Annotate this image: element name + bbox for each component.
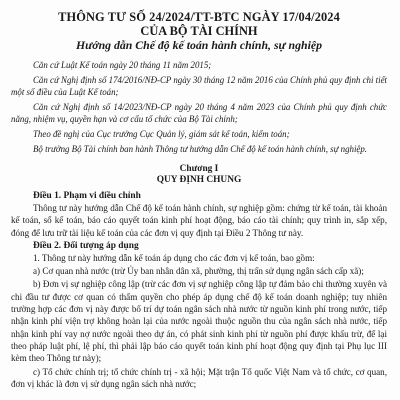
legal-basis-1: Căn cứ Luật Kế toán ngày 20 tháng 11 năm 2015; [33,60,212,70]
legal-basis-3: Căn cứ Nghị định số 14/2023/NĐ-CP ngày 20 tháng 4 năm 2023 của Chính phủ quy định chức năng, nhiệm vụ, quyền hạn và cơ cấu tổ chức của Bộ Tài chính; [11,102,387,124]
article-2-item-1: 1. Thông tư này hướng dẫn kế toán áp dụng cho các đơn vị kế toán, bao gồm: [33,252,315,263]
article-2-heading: Điều 2. Đối tượng áp dụng [33,240,139,251]
legal-basis-4: Theo đề nghị của Cục trưởng Cục Quản lý, giám sát kế toán, kiểm toán; [33,129,290,139]
legal-basis-5: Bộ trưởng Bộ Tài chính ban hành Thông tư hướng dẫn Chế độ kế toán hành chính, sự nghiệp. [33,144,368,154]
chapter-number: Chương I [179,164,219,174]
document-title: THÔNG TƯ SỐ 24/2024/TT-BTC NGÀY 17/04/2024 [58,10,340,24]
article-2-item-b: b) Đơn vị sự nghiệp công lập (trừ các đơn vị sự nghiệp công lập tự đảm bảo chi thường xuyên và chi đầu tư được cơ quan có thẩm quyền cho phép áp dụng chế độ kế toán doanh nghiệp; tuy nhiên trường hợp các đơn vị này được bố trí dự toán ngân sách nhà nước từ nguồn kinh phí trong nước, tiếp nhận kinh phí viện trợ không hoàn lại của nước ngoài thuộc nguồn thu của ngân sách nhà nước, tiếp nhận kinh phí vay nợ nước ngoài theo dự án, có phát sinh kinh phí từ nguồn phí được khấu trừ, để lại theo pháp luật phí, lệ phí, thì phải lập báo cáo quyết toán kinh phí hoạt động quy định tại Phụ lục III kèm theo Thông tư này); [11,279,387,364]
article-2-item-c: c) Tổ chức chính trị; tổ chức chính trị - xã hội; Mặt trận Tổ quốc Việt Nam và tổ chức, cơ quan, đơn vị khác là đơn vị sử dụng ngân sách nhà nước; [11,366,387,389]
document-subtitle: Hướng dẫn Chế độ kế toán hành chính, sự nghiệp [76,38,322,52]
article-1-heading: Điều 1. Phạm vi điều chỉnh [33,191,141,201]
document-title-issuer: CỦA BỘ TÀI CHÍNH [140,24,258,38]
legal-basis-2: Căn cứ Nghị định số 174/2016/NĐ-CP ngày 30 tháng 12 năm 2016 của Chính phủ quy định chi tiết một số điều của Luật Kế toán; [11,75,387,97]
article-1-text: Thông tư này hướng dẫn Chế độ kế toán hành chính, sự nghiệp gồm: chứng từ kế toán, tài khoản kế toán, sổ kế toán, báo cáo quyết toán kinh phí hoạt động, báo cáo tài chính; quy trình in, sắp xếp, đóng để lưu trữ tài liệu kế toán của các đơn vị quy định tại Điều 2 Thông tư này. [11,203,387,238]
article-2-item-a: a) Cơ quan nhà nước (trừ Ủy ban nhân dân xã, phường, thị trấn sử dụng ngân sách cấp xã); [33,266,364,277]
chapter-title: QUY ĐỊNH CHUNG [156,175,242,185]
